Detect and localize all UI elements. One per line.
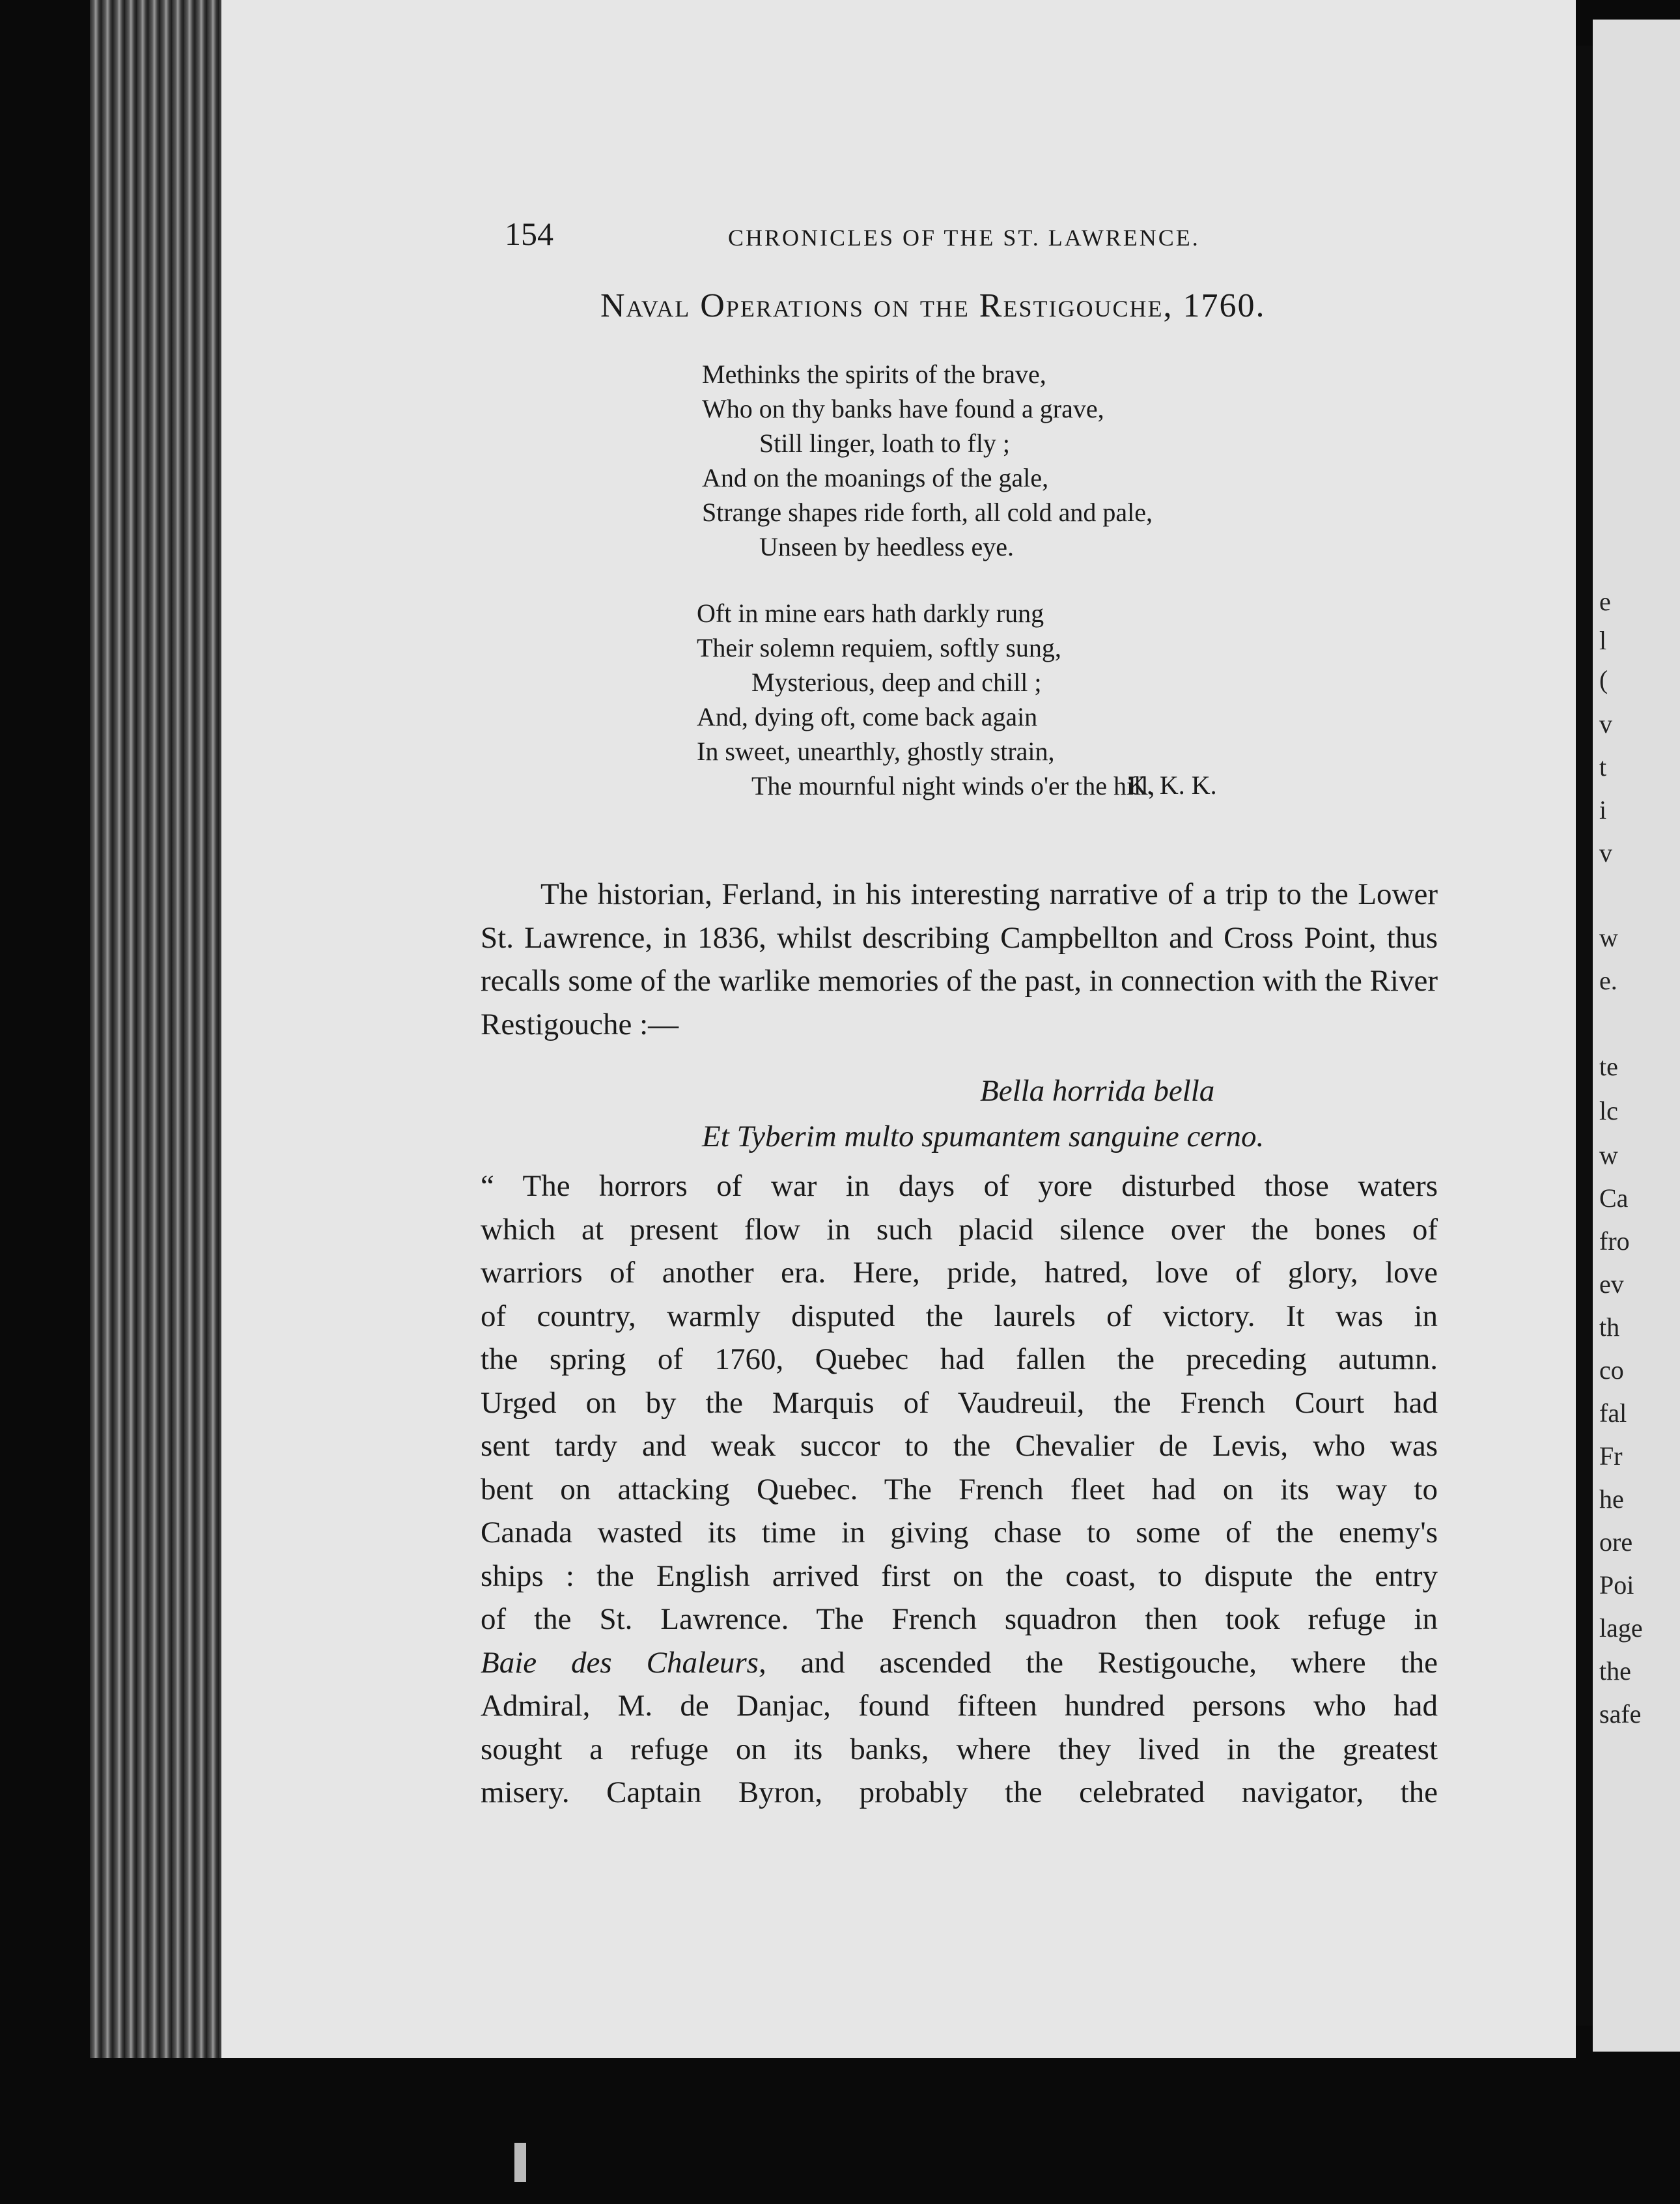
facing-page-fragment: ev (1599, 1269, 1624, 1299)
passage-line: warriors of another era. Here, pride, hatred, love of glory, love (481, 1256, 1438, 1290)
facing-page-fragment: v (1599, 838, 1612, 868)
facing-page-fragment: he (1599, 1484, 1624, 1514)
passage-line: Urged on by the Marquis of Vaudreuil, the French Court had (481, 1385, 1438, 1420)
book-gutter (1576, 46, 1593, 2026)
facing-page-fragment: e (1599, 587, 1611, 616)
poem-line: Unseen by heedless eye. (759, 532, 1014, 561)
passage-line: sent tardy and weak succor to the Chevalier de Levis, who was (481, 1429, 1438, 1463)
epigraph-line-2: Et Tyberim multo spumantem sanguine cerno. (702, 1120, 1265, 1153)
facing-page-fragment: t (1599, 752, 1607, 782)
passage-line: of country, warmly disputed the laurels of victory. It was in (481, 1299, 1438, 1333)
page-number: 154 (505, 216, 553, 252)
passage-line (481, 1641, 1438, 1685)
facing-page-fragment: Fr (1599, 1441, 1623, 1471)
poem-line: In sweet, unearthly, ghostly strain, (697, 737, 1055, 766)
epigraph-line-1: Bella horrida bella (980, 1074, 1215, 1108)
passage-line: bent on attacking Quebec. The French fleet had on its way to (481, 1472, 1438, 1506)
poem-signature: K. K. K. (1128, 770, 1217, 800)
facing-page-fragment: lage (1599, 1613, 1643, 1643)
place-name-italic: Baie des Chaleurs, (481, 1645, 766, 1680)
poem-line: Oft in mine ears hath darkly rung (697, 599, 1044, 628)
poem-line: And, dying oft, come back again (697, 702, 1038, 731)
poem-line: The mournful night winds o'er the hill, (751, 771, 1155, 800)
facing-page-fragment: ( (1599, 665, 1608, 694)
facing-page-fragment: w (1599, 1140, 1618, 1170)
poem-line: Who on thy banks have found a grave, (702, 394, 1104, 423)
poem-line: Still linger, loath to fly ; (759, 429, 1011, 458)
facing-page-fragment: lc (1599, 1096, 1618, 1125)
facing-page-fragment: fal (1599, 1398, 1627, 1428)
facing-page-fragment: te (1599, 1052, 1618, 1081)
scan-artifact (514, 2143, 526, 2182)
facing-page-fragment: i (1599, 795, 1607, 825)
facing-page-fragment: e. (1599, 966, 1617, 995)
facing-page-edge (1593, 20, 1680, 2052)
passage-line: misery. Captain Byron, probably the celebrated navigator, the (481, 1775, 1438, 1809)
quoted-passage (481, 1165, 1438, 1815)
passage-line: ships : the English arrived first on the coast, to dispute the entry (481, 1559, 1438, 1593)
facing-page-fragment: Poi (1599, 1570, 1634, 1600)
passage-line: the spring of 1760, Quebec had fallen the preceding autumn. (481, 1342, 1438, 1376)
section-title: Naval Operations on the Restigouche, 1760. (600, 287, 1266, 324)
intro-paragraph: The historian, Ferland, in his interesting narrative of a trip to the Lower St. Lawrence, in 1836, whilst describing Campbellton and Cross Point, thus recalls some of the warlike memories of the past, in connection with the River Restigouche :— (481, 877, 1438, 1041)
poem-line: Their solemn requiem, softly sung, (697, 633, 1061, 662)
poem-line: And on the moanings of the gale, (702, 463, 1049, 492)
passage-line: sought a refuge on its banks, where they lived in the greatest (481, 1732, 1438, 1766)
poem-line: Mysterious, deep and chill ; (751, 668, 1042, 697)
poem-line: Strange shapes ride forth, all cold and pale, (702, 498, 1153, 527)
poem-line: Methinks the spirits of the brave, (702, 360, 1046, 389)
facing-page-fragment: the (1599, 1656, 1631, 1686)
facing-page-fragment: th (1599, 1312, 1620, 1342)
facing-page-fragment: v (1599, 709, 1612, 739)
passage-line: Canada wasted its time in giving chase to some of the enemy's (481, 1516, 1438, 1549)
passage-line: “ The horrors of war in days of yore disturbed those waters (481, 1169, 1438, 1203)
facing-page-fragment: Ca (1599, 1183, 1629, 1213)
facing-page-fragment: safe (1599, 1699, 1642, 1729)
passage-line: which at present flow in such placid silence over the bones of (481, 1212, 1438, 1247)
passage-line: of the St. Lawrence. The French squadron then took refuge in (481, 1602, 1438, 1636)
poem-stanza-1 (702, 357, 1153, 564)
book-title: CHRONICLES OF THE ST. LAWRENCE. (728, 225, 1200, 251)
passage-line-rest: and ascended the Restigouche, where the (766, 1645, 1438, 1680)
passage-line: Admiral, M. de Danjac, found fifteen hundred persons who had (481, 1689, 1438, 1723)
facing-page-fragment: w (1599, 923, 1618, 952)
facing-page-fragment: fro (1599, 1226, 1630, 1256)
facing-page-fragment: l (1599, 626, 1607, 655)
facing-page-fragment: ore (1599, 1527, 1633, 1557)
poem-stanza-2 (697, 596, 1155, 803)
facing-page-fragment: co (1599, 1355, 1624, 1385)
